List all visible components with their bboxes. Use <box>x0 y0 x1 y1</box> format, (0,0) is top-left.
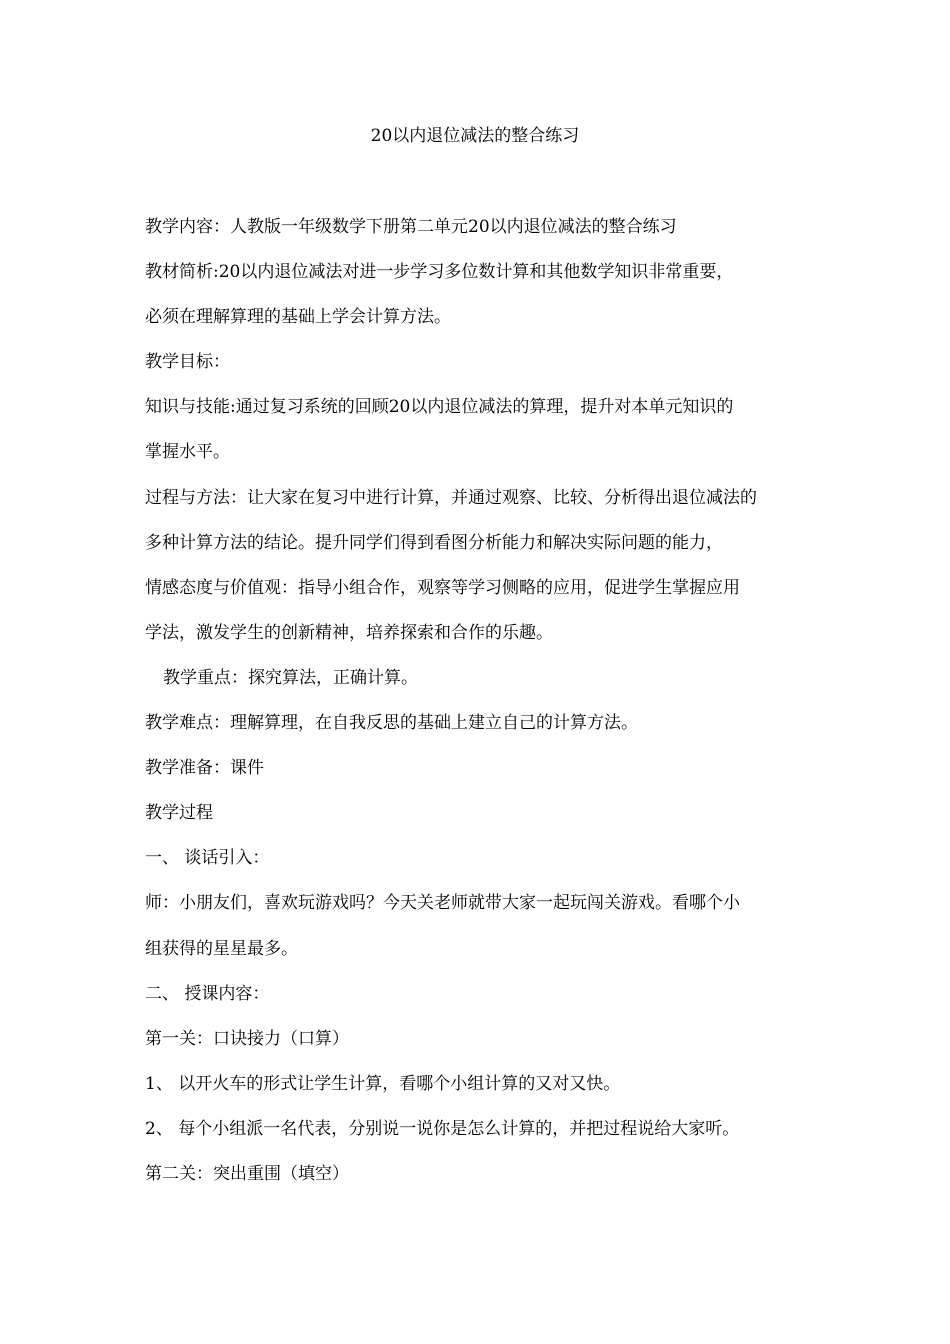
teacher-intro-line-1: 师：小朋友们，喜欢玩游戏吗？今天关老师就带大家一起玩闯关游戏。看哪个小 <box>145 893 740 914</box>
list-item: 1、 以开火车的形式让学生计算，看哪个小组计算的又对又快。 <box>145 1073 621 1094</box>
process-method-line-2: 多种计算方法的结论。提升同学们得到看图分析能力和解决实际问题的能力， <box>145 532 723 553</box>
document-title: 20以内退位减法的整合练习 <box>370 126 580 146</box>
level-two-heading: 第二关：突出重围（填空） <box>145 1163 349 1184</box>
attitude-values-line-1: 情感态度与价值观：指导小组合作，观察等学习侧略的应用，促进学生掌握应用 <box>145 577 740 598</box>
teaching-process-heading: 教学过程 <box>145 803 213 824</box>
textbook-analysis-line-2: 必须在理解算理的基础上学会计算方法。 <box>145 307 451 328</box>
difficult-points-line: 教学难点：理解算理，在自我反思的基础上建立自己的计算方法。 <box>145 713 638 734</box>
key-points-line: 教学重点：探究算法，正确计算。 <box>163 667 418 688</box>
knowledge-skills-line-2: 掌握水平。 <box>145 442 230 463</box>
process-method-line-1: 过程与方法：让大家在复习中进行计算，并通过观察、比较、分析得出退位减法的 <box>145 487 757 508</box>
teaching-content-line: 教学内容：人教版一年级数学下册第二单元20以内退位减法的整合练习 <box>145 217 677 237</box>
teaching-goals-heading: 教学目标： <box>145 352 230 373</box>
teacher-intro-line-2: 组获得的星星最多。 <box>145 938 298 959</box>
section-two-heading: 二、 授课内容： <box>145 983 270 1004</box>
document-body <box>145 205 825 1197</box>
preparation-line: 教学准备：课件 <box>145 758 264 779</box>
list-item: 2、 每个小组派一名代表，分别说一说你是怎么计算的，并把过程说给大家听。 <box>145 1118 740 1139</box>
level-one-heading: 第一关：口诀接力（口算） <box>145 1028 349 1049</box>
textbook-analysis-line-1: 教材简析:20以内退位减法对进一步学习多位数计算和其他数学知识非常重要， <box>145 262 734 283</box>
section-one-heading: 一、 谈话引入： <box>145 848 270 869</box>
knowledge-skills-line-1: 知识与技能:通过复习系统的回顾20以内退位减法的算理，提升对本单元知识的 <box>145 397 734 418</box>
attitude-values-line-2: 学法，激发学生的创新精神，培养探索和合作的乐趣。 <box>145 622 553 643</box>
